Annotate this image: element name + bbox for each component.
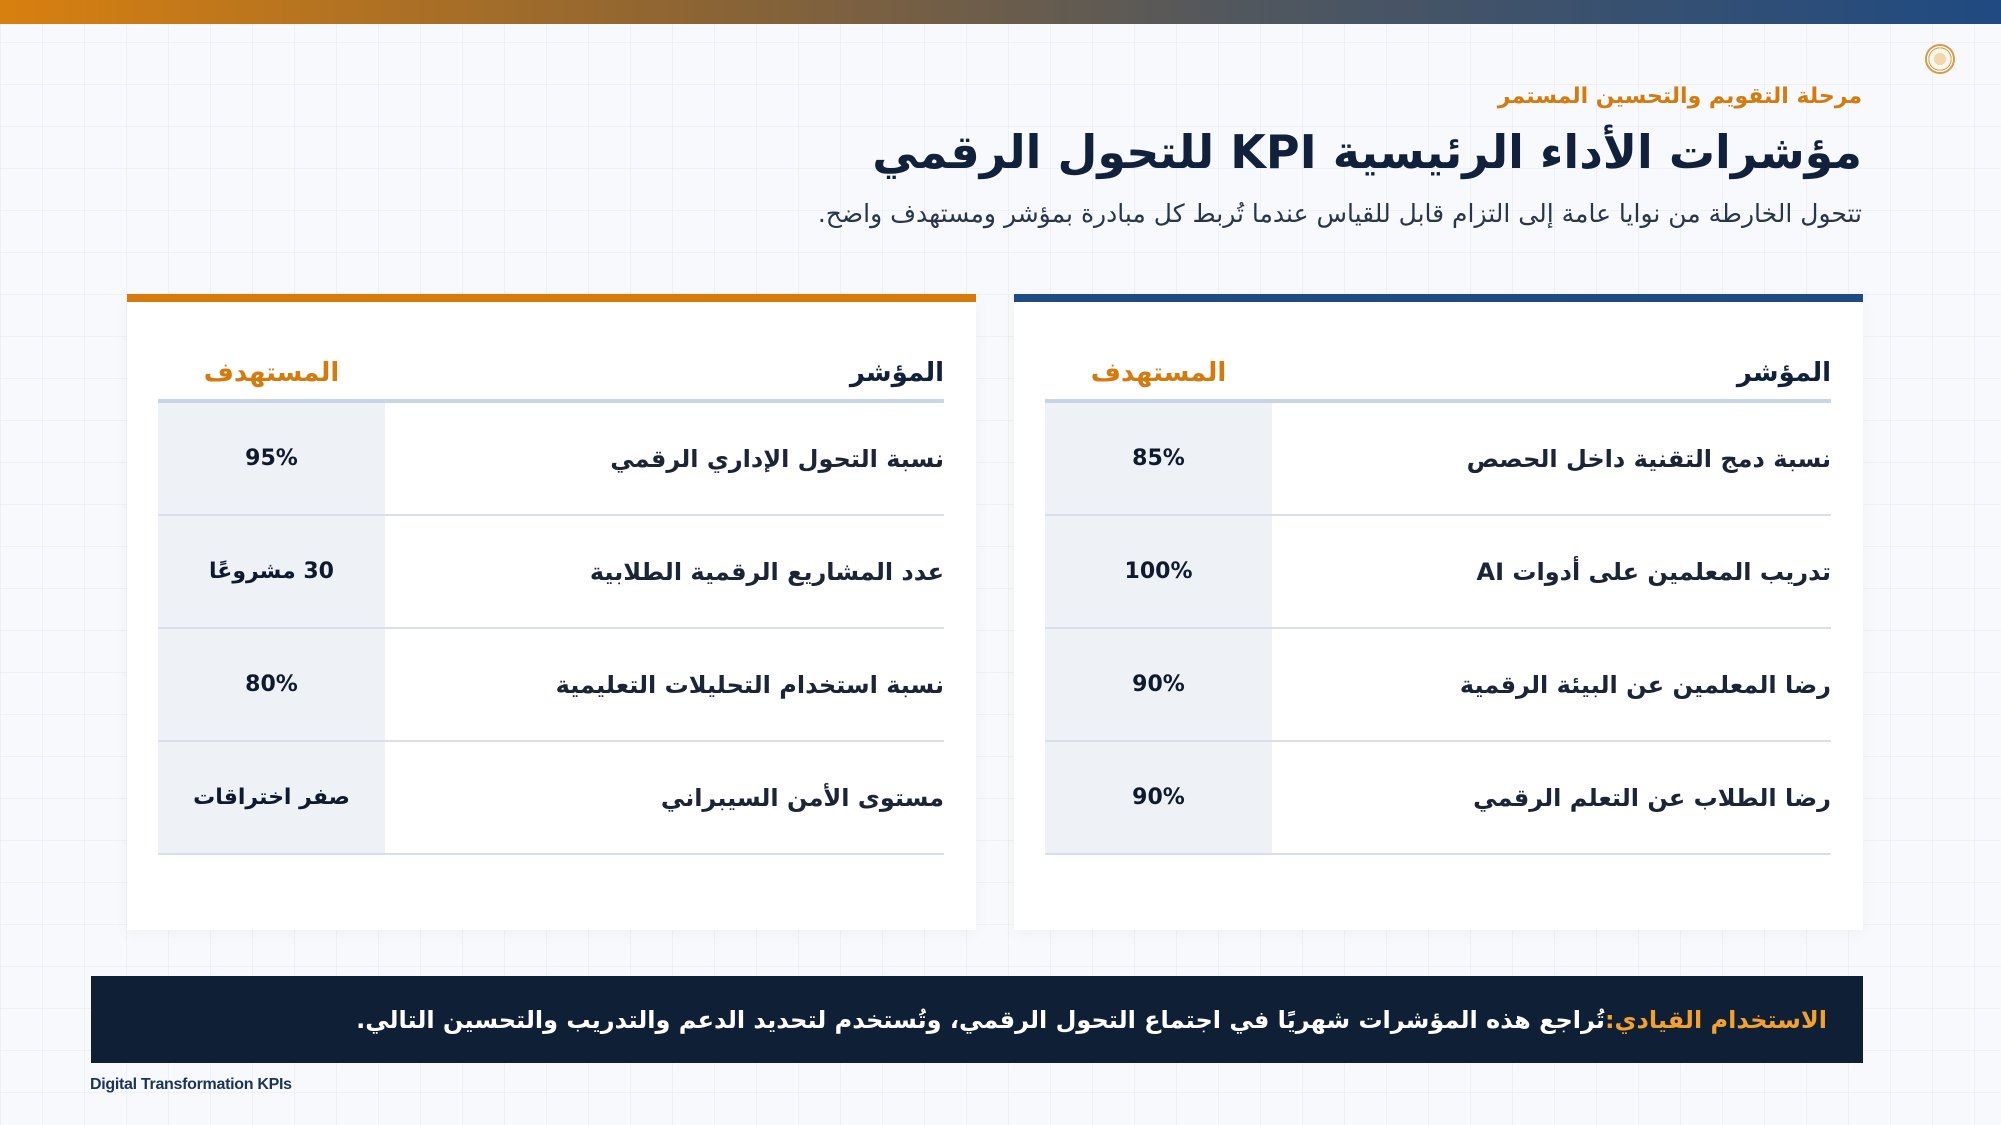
- table-row: [158, 742, 944, 855]
- page-header: [762, 82, 1862, 231]
- table-header: [1045, 347, 1831, 403]
- page-subtitle: تتحول الخارطة من نوايا عامة إلى التزام قابل للقياس عندما تُربط كل مبادرة بمؤشر ومستهدف واضح.: [817, 199, 1862, 228]
- table-row: [1045, 403, 1831, 516]
- metric-cell: رضا الطلاب عن التعلم الرقمي: [1473, 783, 1831, 812]
- metric-column-header: المؤشر: [849, 358, 944, 388]
- metric-cell: نسبة التحول الإداري الرقمي: [610, 444, 944, 473]
- footer-caption: Digital Transformation KPIs: [90, 1076, 292, 1093]
- metric-cell: مستوى الأمن السيبراني: [660, 783, 944, 812]
- usage-label: الاستخدام القيادي:: [1604, 1005, 1827, 1034]
- metric-cell: تدريب المعلمين على أدوات AI: [1476, 557, 1831, 586]
- kpi-table-right: [1045, 347, 1831, 855]
- kpi-table-left: [158, 347, 944, 855]
- target-cell: 90%: [1045, 629, 1272, 740]
- kpi-card-right: [1014, 294, 1863, 930]
- table-header: [158, 347, 944, 403]
- target-cell: 30 مشروعًا: [158, 516, 385, 627]
- usage-text: تُراجع هذه المؤشرات شهريًا في اجتماع التحول الرقمي، وتُستخدم لتحديد الدعم والتدريب والتحسين التالي.: [356, 1005, 1605, 1034]
- top-gradient-bar: [0, 0, 2001, 24]
- target-cell: 95%: [158, 403, 385, 514]
- target-cell: 90%: [1045, 742, 1272, 853]
- metric-cell: نسبة دمج التقنية داخل الحصص: [1466, 444, 1831, 473]
- table-row: [158, 516, 944, 629]
- table-row: [158, 629, 944, 742]
- target-cell: 100%: [1045, 516, 1272, 627]
- target-column-header: المستهدف: [203, 358, 340, 388]
- phase-label: مرحلة التقويم والتحسين المستمر: [1497, 84, 1862, 109]
- table-row: [1045, 516, 1831, 629]
- target-cell: 80%: [158, 629, 385, 740]
- school-emblem-icon: [1925, 44, 1955, 74]
- table-row: [1045, 742, 1831, 855]
- kpi-card-left: [127, 294, 976, 930]
- metric-cell: رضا المعلمين عن البيئة الرقمية: [1459, 670, 1831, 699]
- target-cell: 85%: [1045, 403, 1272, 514]
- page-title: مؤشرات الأداء الرئيسية KPI للتحول الرقمي: [872, 125, 1862, 179]
- table-row: [1045, 629, 1831, 742]
- metric-cell: نسبة استخدام التحليلات التعليمية: [555, 670, 944, 699]
- table-row: [158, 403, 944, 516]
- target-column-header: المستهدف: [1090, 358, 1227, 388]
- metric-cell: عدد المشاريع الرقمية الطلابية: [589, 557, 944, 586]
- target-cell: صفر اختراقات: [158, 742, 385, 853]
- leadership-usage-banner: [91, 976, 1863, 1063]
- metric-column-header: المؤشر: [1736, 358, 1831, 388]
